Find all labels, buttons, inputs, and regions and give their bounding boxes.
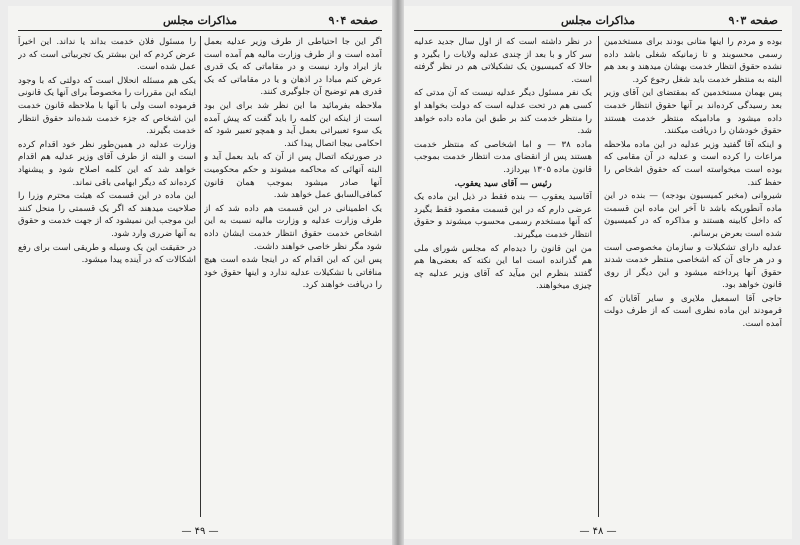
- paragraph: شیروانی (مخبر کمیسیون بودجه) — بنده در این ماده آنطوریکه باشد تا آخر این ماده این قسمت که داخل کابینه هستند و مذاکره که در کمیسیون شده است بعرض برسانم.: [604, 191, 782, 239]
- right-page: [404, 6, 792, 539]
- right-page-header: [414, 12, 782, 31]
- paragraph: ماده ۳۸ — و اما اشخاصی که منتظر خدمت هستند پس از انقضای مدت انتظار خدمت بموجب قانون ماده ۱۳۰۵ بپردازد.: [414, 139, 592, 175]
- paragraph: در نظر داشته است که از اول سال جدید عدلیه سر کار و با بعد از چندی عدلیه ولایات را بگیرد و حالا که کمیسیون یک تشکیلاتی هم در نظر گرفته است.: [414, 37, 592, 85]
- paragraph: آقاسید یعقوب — بنده فقط در ذیل این ماده یک عرضی دارم که در این قسمت مقصود فقط بگیرد که آنها مستخدم رسمی محسوب میشوند و حقوق انتظار خدمت میگیرند.: [414, 192, 592, 240]
- column-divider: [598, 36, 599, 517]
- paragraph: یکی هم مسئله انحلال است که دولتی که با وجود اینکه این مقررات را مخصوصاً برای آنها یک قانونی فرموده است ولی با آنها با ملاحظه قانون خدمت این اشخاص که جزء خدمت شده‌اند حقوق انتظار خدمت بگیرند.: [18, 75, 196, 137]
- left-page-left-column: [18, 36, 196, 519]
- left-page-header-title: مذاکرات مجلس: [163, 14, 237, 27]
- right-page-left-column: [414, 36, 592, 519]
- book-gutter: [392, 0, 404, 545]
- paragraph: پس این که این اقدام که در اینجا شده است هیچ منافاتی با تشکیلات عدلیه ندارد و اینها حقوق خود را دریافت خواهند کرد.: [204, 255, 382, 291]
- paragraph: من این قانون را دیده‌ام که مجلس شورای ملی هم گذرانده است اما این نکته که بعضی‌ها هم گفتند بنظرم این میآید که آقای وزیر عدلیه چه چیزی میخواهند.: [414, 243, 592, 292]
- paragraph: وزارت عدلیه در همین‌طور نظر خود اقدام کرده است و البته از طرف آقای وزیر عدلیه هم اقدام خواهد شد که این کلمه اصلاح شود و پیشنهاد کرده‌اند که دیگر ابهامی باقی نماند.: [18, 139, 196, 188]
- paragraph: در حقیقت این یک وسیله و طریقی است برای رفع اشکالات که در آینده پیدا میشود.: [18, 242, 196, 266]
- paragraph: این ماده در این قسمت که هیئت محترم وزرا را صلاحیت میدهند که اگر یک قسمتی را منحل کنند این موجب این نمیشود که از جهت خدمت و حقوق به آنها ضرری وارد شود.: [18, 191, 196, 239]
- paragraph: عدلیه دارای تشکیلات و سازمان مخصوصی است و در هر جای آن که اشخاصی منتظر خدمت شدند حقوق آنها پرداخته میشود و این دیگر از روی قانون خواهد بود.: [604, 242, 782, 291]
- right-page-header-title: مذاکرات مجلس: [561, 14, 635, 27]
- paragraph: را مسئول فلان خدمت بداند یا نداند. این اخیراً عرض کردم که این بیشتر یک تجربیاتی است که در عمل شده است.: [18, 37, 196, 73]
- paragraph: بوده و مردم را اینها متانی بودند برای مستخدمین رسمی محسوبند و تا زمانیکه شغلی باشد داده نشده حقوق انتظار خدمت بهشان میدهند و بعد هم البته به منتظر خدمت باید شغل رجوع کرد.: [604, 37, 782, 85]
- left-page-header: [18, 12, 382, 31]
- paragraph: حاجی آقا اسمعیل ملایری و سایر آقایان که فرمودند این ماده نظری است که از طرف دولت آمده است.: [604, 293, 782, 330]
- column-divider: [200, 36, 201, 517]
- paragraph: اگر این جا احتیاطی از طرف وزیر عدلیه بعمل آمده است و از طرف وزارت مالیه هم آمده است باز ایراد وارد نیست و در مقاماتی که یک قدری عرض کنم مبادا در اذهان و یا در مقاماتی که یک قدری هم توضیح آن جلوگیری کنند.: [204, 37, 382, 98]
- paragraph: و اینکه آقا گفتید وزیر عدلیه در این ماده ملاحظه مراعات را کرده است و عدلیه در آن مقامی که بوده است میخواسته است که حقوق اشخاص را حفظ کند.: [604, 139, 782, 188]
- speaker-line: رئیس — آقای سید یعقوب.: [454, 178, 552, 189]
- left-page-footer-number: — ۴۹ —: [181, 526, 219, 537]
- left-page-number-label: صفحه ۹۰۴: [328, 14, 378, 27]
- paragraph: یک اطمینانی در این قسمت هم داده شد که از طرف وزارت عدلیه و وزارت مالیه نسبت به این اشخاص خدمت حقوق انتظار خدمت ایشان داده شود مگر نظر خاصی خواهند داشت.: [204, 203, 382, 252]
- paragraph: پس بهمان مستخدمین که بمقتضای این آقای وزیر بعد رسیدگی کرده‌اند بر آنها حقوق انتظار خدمت داده میشود و مادامیکه منتظر خدمت هستند حقوق خودشان را دریافت میکنند.: [604, 88, 782, 137]
- left-page-right-column: [204, 36, 382, 519]
- right-page-number-label: صفحه ۹۰۳: [728, 14, 778, 27]
- right-page-right-column: [604, 36, 782, 519]
- paragraph: در صورتیکه اتصال پس از آن که باید بعمل آید و البته آنهائی که محاکمه میشوند و حکم محکومیت آنها صادر میشود بموجب همان قانون کمافی‌السابق عمل خواهد شد.: [204, 152, 382, 201]
- paragraph: ملاحظه بفرمائید ما این نظر شد برای این بود است از اینکه این کلمه را باید گفت که پیش آمده یک سوء تعبیراتی بعمل آید و همچو تعبیر شود که احکامی بیجا اتصال پیدا کند.: [204, 100, 382, 149]
- right-page-footer-number: — ۴۸ —: [579, 526, 617, 537]
- left-page: [8, 6, 392, 539]
- paragraph: یک نفر مسئول دیگر عدلیه نیست که آن مدتی که کسی هم در تحت عدلیه است که دولت بخواهد او را منتظر خدمت کند بر طبق این ماده داده خواهد شد.: [414, 88, 592, 137]
